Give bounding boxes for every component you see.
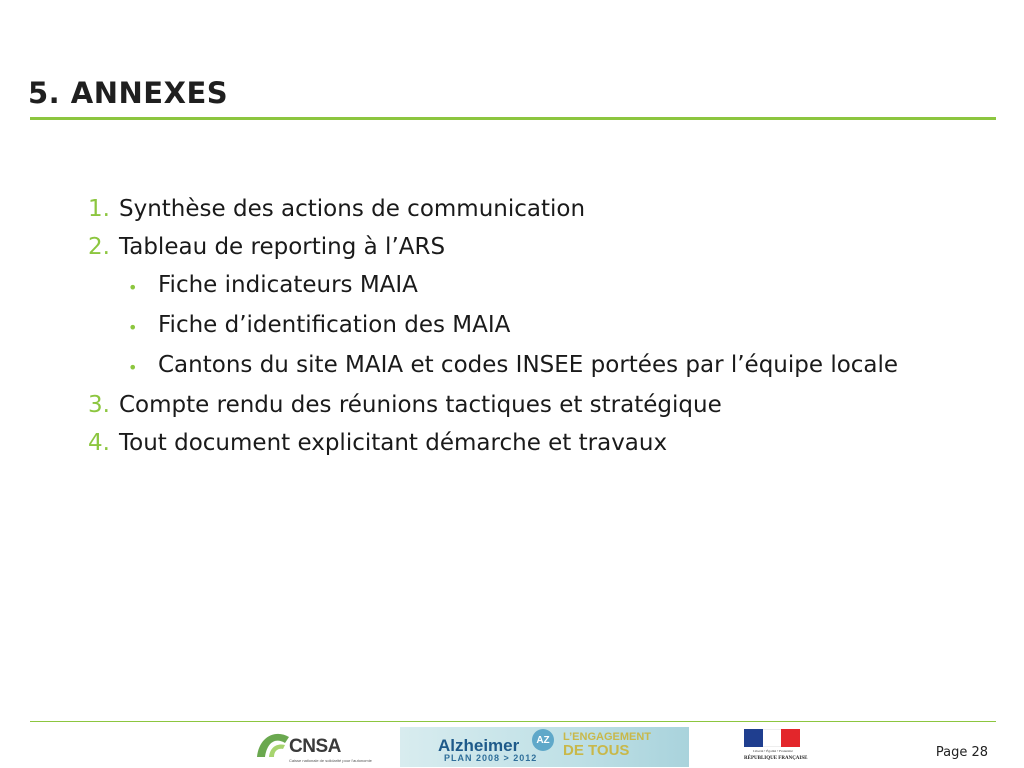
sub-item-2: [128, 312, 968, 341]
list-item-4: [88, 430, 968, 457]
rf-name: RÉPUBLIQUE FRANÇAISE: [744, 756, 808, 761]
item-text: Tout document explicitant démarche et travaux: [119, 430, 668, 456]
alzheimer-plan-years: PLAN 2008 > 2012: [444, 753, 538, 763]
list-item-2: [88, 234, 968, 261]
engagement-de: DE: [563, 742, 584, 759]
title-divider: [30, 117, 996, 120]
item-number: 1.: [88, 196, 110, 222]
alzheimer-plan-logo: [400, 727, 689, 767]
cnsa-tagline: Caisse nationale de solidarité pour l'autonomie: [289, 758, 372, 763]
cnsa-wordmark: CNSA: [289, 736, 341, 757]
french-flag-icon: [744, 729, 800, 747]
annex-list: [88, 196, 968, 468]
rf-motto: Liberté • Égalité • Fraternité: [753, 749, 793, 753]
engagement-line-2: [563, 743, 651, 759]
sub-item-text: Fiche d’identification des MAIA: [158, 312, 511, 338]
az-badge-icon: AZ: [532, 729, 554, 751]
sub-item-1: [128, 272, 968, 301]
engagement-tous: TOUS: [588, 742, 630, 759]
item-text: Compte rendu des réunions tactiques et stratégique: [119, 392, 722, 418]
engagement-line-1: L’ENGAGEMENT: [563, 731, 652, 743]
bullet-icon: •: [128, 278, 138, 297]
footer-divider: [30, 721, 996, 722]
bullet-icon: •: [128, 318, 138, 337]
engagement-slogan: [563, 732, 651, 759]
item-number: 2.: [88, 234, 110, 260]
item-text: Tableau de reporting à l’ARS: [119, 234, 446, 260]
cnsa-logo: [255, 727, 372, 765]
page-title: 5. ANNEXES: [28, 76, 229, 110]
bullet-icon: •: [128, 358, 138, 377]
sub-item-text: Cantons du site MAIA et codes INSEE portées par l’équipe locale: [158, 352, 899, 378]
item-number: 4.: [88, 430, 110, 456]
item-number: 3.: [88, 392, 110, 418]
list-item-3: [88, 392, 968, 419]
page-number: Page 28: [935, 745, 988, 760]
alzheimer-wordmark: Alzheimer: [438, 736, 520, 755]
republique-francaise-logo: [744, 729, 808, 765]
sub-item-text: Fiche indicateurs MAIA: [158, 272, 418, 298]
item-text: Synthèse des actions de communication: [119, 196, 586, 222]
list-item-1: [88, 196, 968, 223]
sub-item-3: [128, 352, 968, 381]
